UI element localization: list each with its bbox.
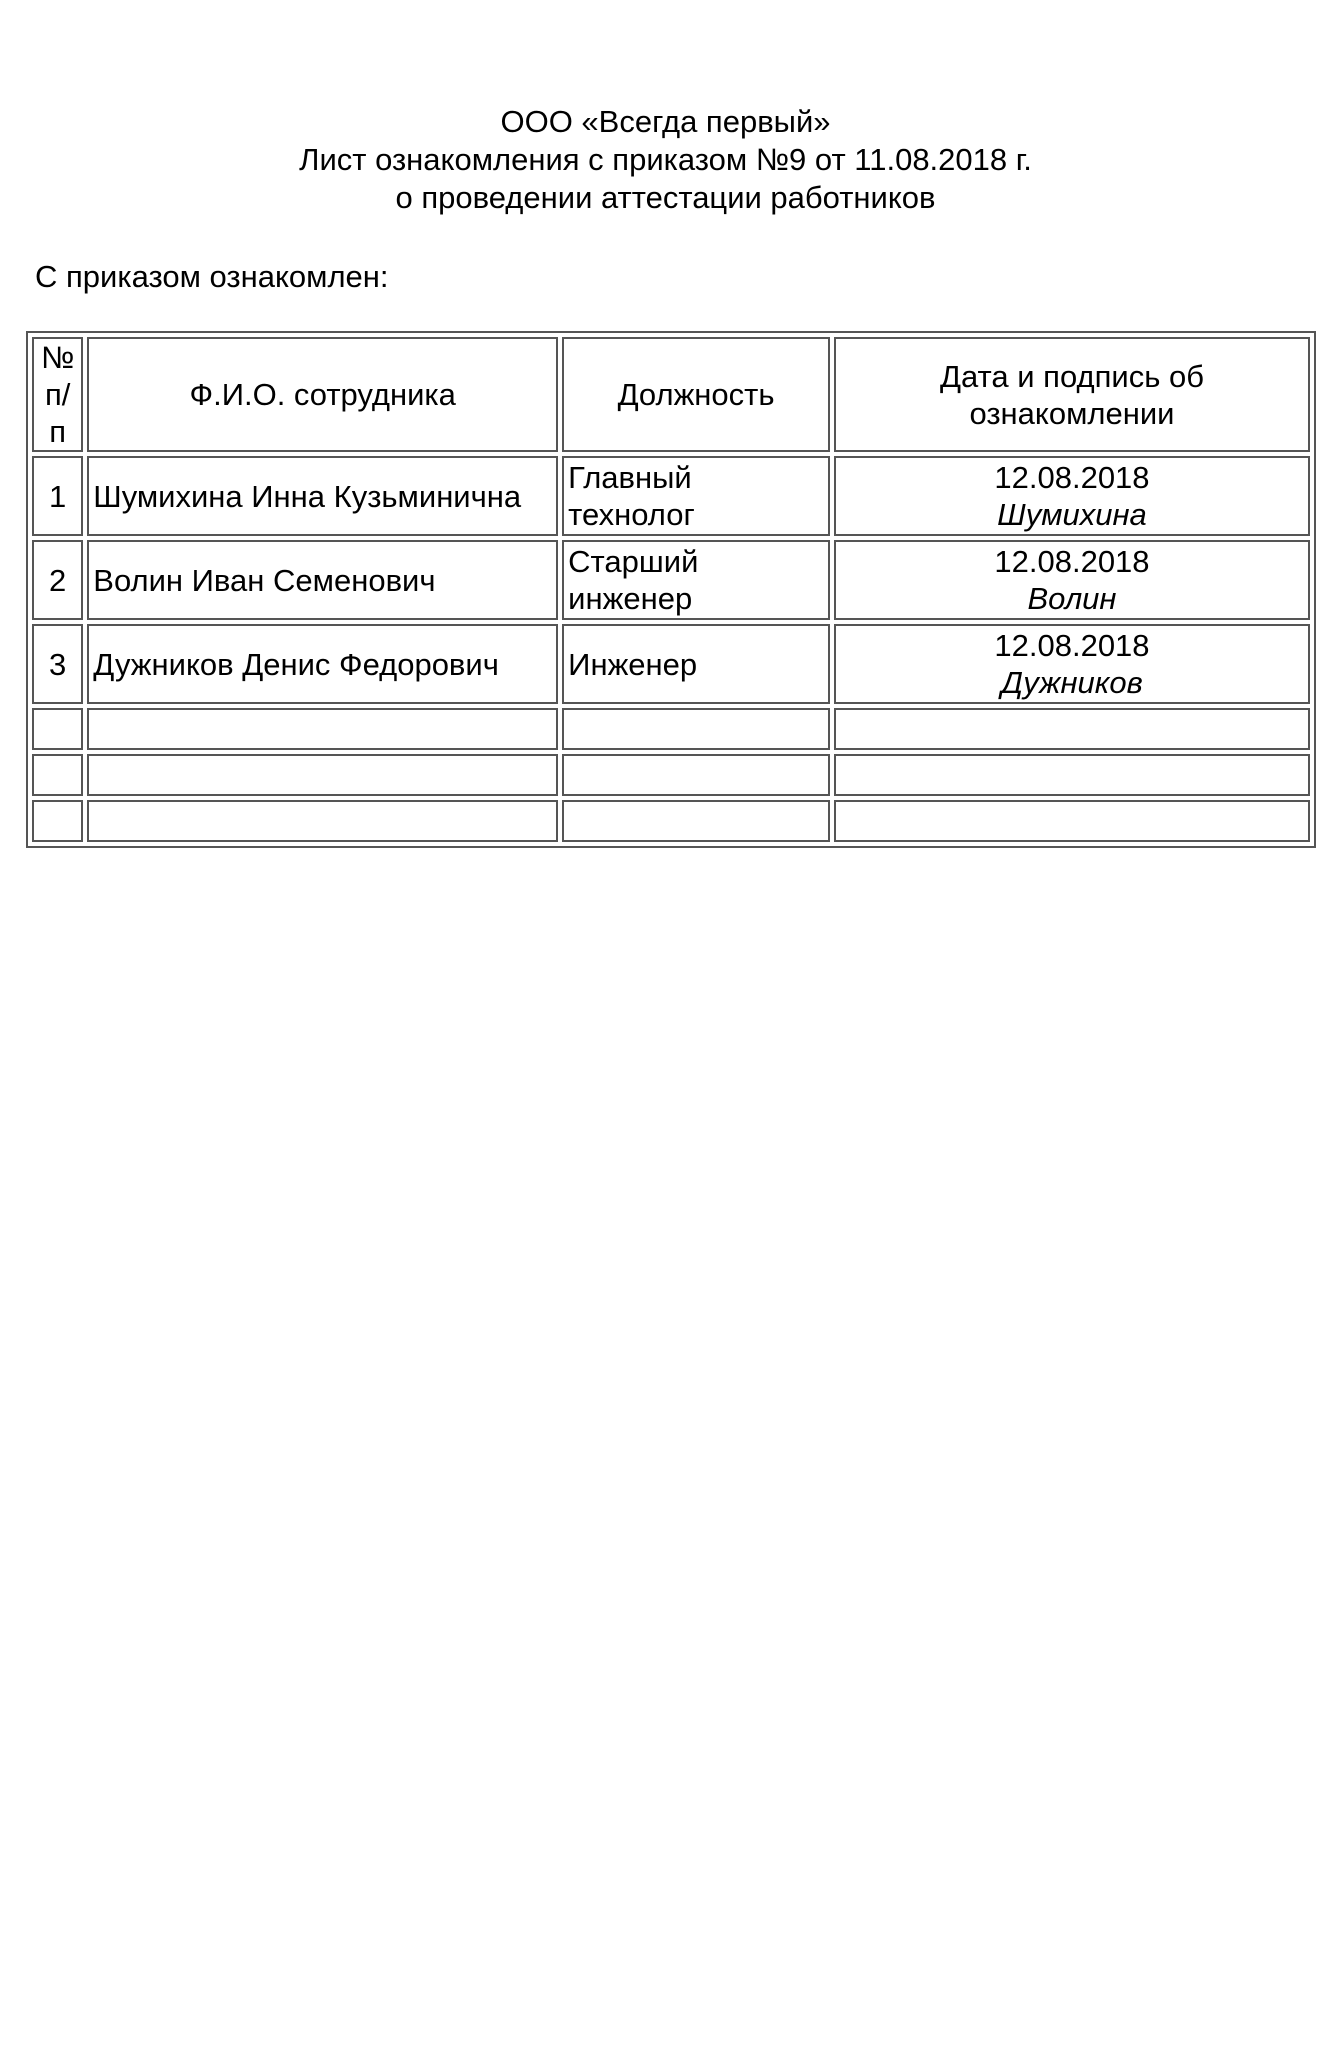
employee-name: Волин Иван Семенович — [87, 540, 558, 620]
empty-cell — [562, 800, 830, 842]
empty-table-row — [32, 708, 1310, 750]
signature-name: Шумихина — [997, 497, 1147, 532]
row-number: 3 — [32, 624, 83, 704]
organization-name: ООО «Всегда первый» — [500, 104, 831, 139]
signature-name: Волин — [1027, 581, 1117, 616]
acknowledgement-table — [26, 331, 1316, 848]
acknowledgement-intro: С приказом ознакомлен: — [35, 259, 389, 294]
employee-name: Шумихина Инна Кузьминична — [87, 456, 558, 536]
empty-table-row — [32, 800, 1310, 842]
document-subtitle: о проведении аттестации работников — [395, 180, 936, 215]
column-header-signature: Дата и подпись об ознакомлении — [834, 337, 1310, 452]
signature-name: Дужников — [1001, 665, 1143, 700]
empty-cell — [834, 754, 1310, 796]
employee-position: Главный технолог — [562, 456, 830, 536]
empty-cell — [562, 708, 830, 750]
signature-date: 12.08.2018 — [994, 628, 1150, 663]
row-number: 2 — [32, 540, 83, 620]
empty-cell — [562, 754, 830, 796]
signature-cell — [834, 624, 1310, 704]
empty-cell — [87, 708, 558, 750]
signature-cell — [834, 540, 1310, 620]
column-header-name: Ф.И.О. сотрудника — [87, 337, 558, 452]
document-header — [0, 103, 1331, 217]
employee-position: Инженер — [562, 624, 830, 704]
column-header-number: № п/п — [32, 337, 83, 452]
empty-cell — [32, 754, 83, 796]
empty-cell — [834, 708, 1310, 750]
signature-date: 12.08.2018 — [994, 544, 1150, 579]
empty-cell — [834, 800, 1310, 842]
signature-cell — [834, 456, 1310, 536]
document-title: Лист ознакомления с приказом №9 от 11.08.2018 г. — [299, 142, 1032, 177]
table-row — [32, 456, 1310, 536]
signature-date: 12.08.2018 — [994, 460, 1150, 495]
table-row — [32, 624, 1310, 704]
column-header-position: Должность — [562, 337, 830, 452]
table-row — [32, 540, 1310, 620]
empty-cell — [32, 800, 83, 842]
empty-cell — [32, 708, 83, 750]
empty-cell — [87, 800, 558, 842]
empty-cell — [87, 754, 558, 796]
table-header-row — [32, 337, 1310, 452]
employee-name: Дужников Денис Федорович — [87, 624, 558, 704]
empty-table-row — [32, 754, 1310, 796]
row-number: 1 — [32, 456, 83, 536]
employee-position: Старший инженер — [562, 540, 830, 620]
